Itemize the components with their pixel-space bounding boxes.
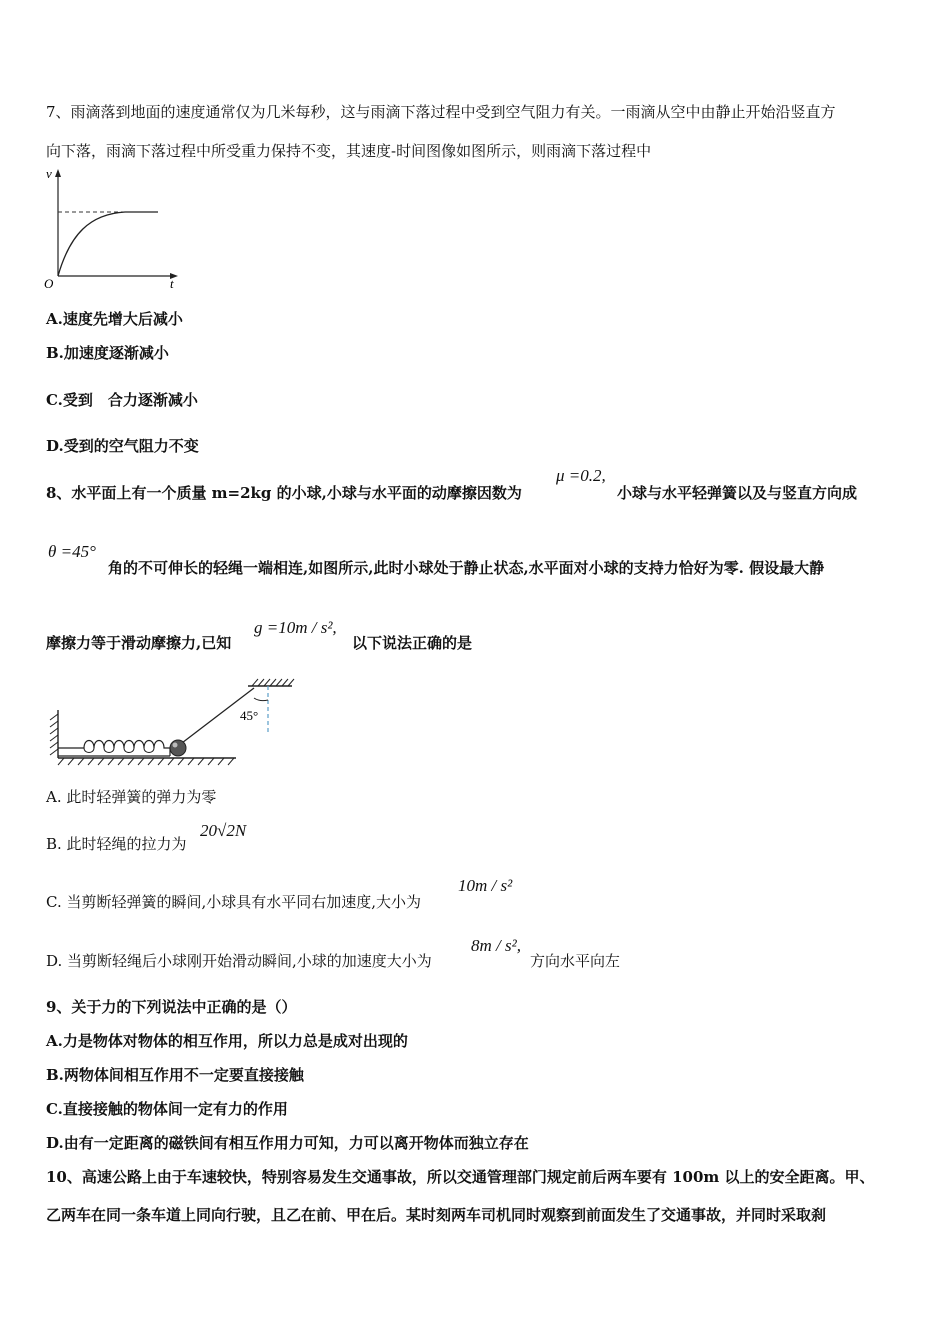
q7-graph-t-label: t [170, 276, 174, 291]
q7-stem-line1: 7、雨滴落到地面的速度通常仅为几米每秒，这与雨滴下落过程中受到空气阻力有关。一雨滴从空中由静止开始沿竖直方 [46, 103, 836, 121]
q7-graph-v-label: v [46, 166, 52, 181]
q7-option-b: B.加速度逐渐减小 [46, 344, 169, 362]
q7-option-c: C.受到 合力逐渐减小 [46, 391, 198, 409]
q9-option-b: B.两物体间相互作用不一定要直接接触 [46, 1066, 304, 1084]
q9-option-a: A.力是物体对物体的相互作用，所以力总是成对出现的 [46, 1032, 408, 1050]
q7-option-a: A.速度先增大后减小 [46, 310, 183, 328]
q7-option-d: D.受到的空气阻力不变 [46, 437, 199, 455]
q7-stem-line2: 向下落，雨滴下落过程中所受重力保持不变，其速度-时间图像如图所示，则雨滴下落过程中 [46, 142, 652, 160]
q8-stem-line3-post: 以下说法正确的是 [352, 634, 473, 652]
q7-vt-graph [40, 164, 190, 294]
q8-option-d-text: D. 当剪断轻绳后小球刚开始滑动瞬间,小球的加速度大小为 [46, 952, 432, 970]
q9-option-c: C.直接接触的物体间一定有力的作用 [46, 1100, 288, 1118]
q8-stem-line1-pre: 8、水平面上有一个质量 m=2kg 的小球,小球与水平面的动摩擦因数为 [46, 484, 522, 502]
q8-option-b-math: 20√2N [200, 821, 247, 840]
q8-option-b-text: B. 此时轻绳的拉力为 [46, 835, 187, 853]
q7-graph-o-label: O [44, 276, 54, 291]
q8-spring-ball-figure [44, 674, 304, 766]
q10-stem-line1: 10、高速公路上由于车速较快，特别容易发生交通事故，所以交通管理部门规定前后两车要有 100m 以上的安全距离。甲、 [46, 1168, 875, 1186]
q8-option-c-text: C. 当剪断轻弹簧的瞬间,小球具有水平同右加速度,大小为 [46, 893, 422, 911]
q8-option-d-math: 8m / s², [471, 936, 521, 955]
q8-stem-line1-post: 小球与水平轻弹簧以及与竖直方向成 [617, 484, 858, 502]
q8-option-d-post: 方向水平向左 [530, 952, 621, 970]
q8-g-expr: g =10m / s², [254, 618, 337, 637]
q8-stem-line3-pre: 摩擦力等于滑动摩擦力,已知 [46, 634, 232, 652]
q8-option-c-math: 10m / s² [458, 876, 513, 895]
q8-theta-expr: θ =45° [48, 542, 96, 561]
q8-option-a: A. 此时轻弹簧的弹力为零 [46, 788, 217, 806]
q8-mu-expr: μ =0.2, [556, 466, 606, 485]
q9-option-d: D.由有一定距离的磁铁间有相互作用力可知，力可以离开物体而独立存在 [46, 1134, 529, 1152]
q10-stem-line2: 乙两车在同一条车道上同向行驶，且乙在前、甲在后。某时刻两车司机同时观察到前面发生了交通事故，并同时采取刹 [46, 1206, 827, 1224]
q9-stem: 9、关于力的下列说法中正确的是（） [46, 998, 297, 1016]
q8-stem-line2: 角的不可伸长的轻绳一端相连,如图所示,此时小球处于静止状态,水平面对小球的支持力恰好为零. 假设最大静 [108, 559, 825, 577]
q8-figure-angle-label: 45° [240, 708, 259, 723]
